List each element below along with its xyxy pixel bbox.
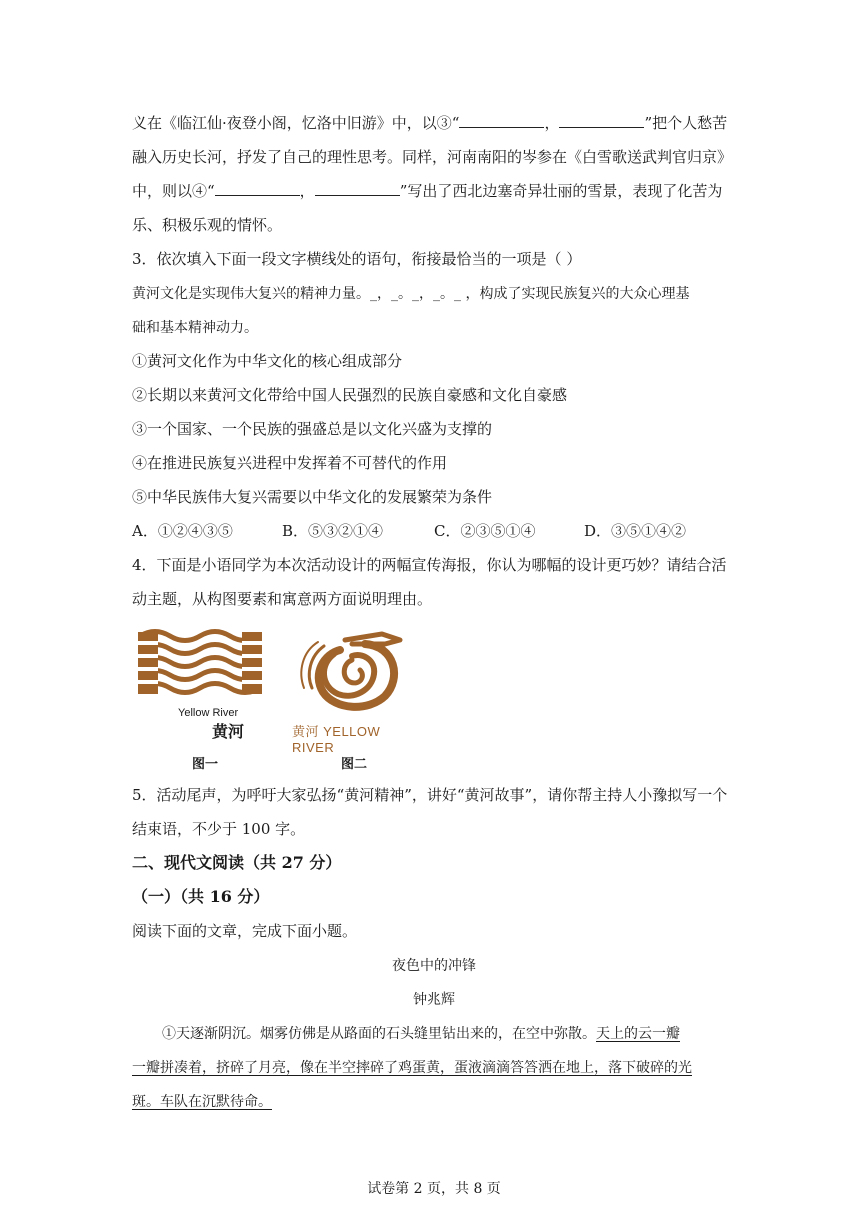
blank xyxy=(559,113,644,128)
fig1-cn-label: 黄河 xyxy=(212,722,245,741)
q3-item: ③一个国家、一个民族的强盛总是以文化兴盛为支撑的 xyxy=(132,420,493,438)
yellow-river-waves-logo xyxy=(138,628,263,703)
article-para-3: 斑。车队在沉默待命。 xyxy=(132,1094,272,1110)
option-b[interactable]: B．⑤③②①④ xyxy=(282,522,384,540)
q5-line-2: 结束语，不少于 100 字。 xyxy=(132,820,306,838)
q5-line-1: 5．活动尾声，为呼吁大家弘扬“黄河精神”，讲好“黄河故事”，请你帮主持人小豫拟写一个 xyxy=(132,786,728,804)
q3-passage-1: 黄河文化是实现伟大复兴的精神力量。_，_。_，_。_ ，构成了实现民族复兴的大众心理基 xyxy=(132,286,690,302)
q3-item: ①黄河文化作为中华文化的核心组成部分 xyxy=(132,352,403,370)
figure-2 xyxy=(290,628,425,755)
blank xyxy=(459,113,544,128)
q3-item: ②长期以来黄河文化带给中国人民强烈的民族自豪感和文化自豪感 xyxy=(132,386,568,404)
instruction: 阅读下面的文章，完成下面小题。 xyxy=(132,922,358,940)
para-line-3: 中，则以④“ ， ”写出了西北边塞奇异壮丽的雪景，表现了化苦为 xyxy=(132,182,723,200)
option-c[interactable]: C．②③⑤①④ xyxy=(434,522,536,540)
q4-line-2: 动主题，从构图要素和寓意两方面说明理由。 xyxy=(132,590,433,608)
q4-line-1: 4．下面是小语同学为本次活动设计的两幅宣传海报，你认为哪幅的设计更巧妙？请结合活 xyxy=(132,556,727,574)
subsection-title: （一）（共 16 分） xyxy=(132,887,270,906)
blank xyxy=(315,181,400,196)
para-line-4: 乐、积极乐观的情怀。 xyxy=(132,216,283,234)
q3-item: ④在推进民族复兴进程中发挥着不可替代的作用 xyxy=(132,454,448,472)
article-para-2: 一瓣拼凑着，挤碎了月亮，像在半空摔碎了鸡蛋黄，蛋液滴滴答答洒在地上，落下破碎的光 xyxy=(132,1060,692,1076)
option-d[interactable]: D．③⑤①④② xyxy=(584,522,687,540)
para-line-1: 义在《临江仙·夜登小阁，忆洛中旧游》中，以③“ ， ”把个人愁苦 xyxy=(132,114,728,132)
section-title: 二、现代文阅读（共 27 分） xyxy=(132,853,342,872)
figure-2-caption: 图二 xyxy=(341,757,368,772)
page-footer: 试卷第 2 页，共 8 页 xyxy=(367,1181,501,1197)
article-author: 钟兆辉 xyxy=(413,992,455,1008)
blank xyxy=(215,181,300,196)
q3-stem: 3．依次填入下面一段文字横线处的语句，衔接最恰当的一项是（ ） xyxy=(132,250,582,268)
fig1-en-label: Yellow River xyxy=(178,707,239,719)
article-para-1: ①天逐渐阴沉。烟雾仿佛是从路面的石头缝里钻出来的，在空中弥散。天上的云一瓣 xyxy=(162,1026,680,1042)
figure-1 xyxy=(138,628,263,743)
q3-item: ⑤中华民族伟大复兴需要以中华文化的发展繁荣为条件 xyxy=(132,488,493,506)
fig2-label: 黄河 YELLOW RIVER xyxy=(292,724,381,755)
yellow-river-spiral-logo xyxy=(290,628,425,718)
article-title: 夜色中的冲锋 xyxy=(392,958,476,974)
q3-passage-2: 础和基本精神动力。 xyxy=(132,320,258,336)
q3-options xyxy=(132,521,686,541)
figure-1-caption: 图一 xyxy=(192,757,219,772)
para-line-2: 融入历史长河，抒发了自己的理性思考。同样，河南南阳的岑参在《白雪歌送武判官归京》 xyxy=(132,148,733,166)
option-a[interactable]: A．①②④③⑤ xyxy=(132,522,233,540)
